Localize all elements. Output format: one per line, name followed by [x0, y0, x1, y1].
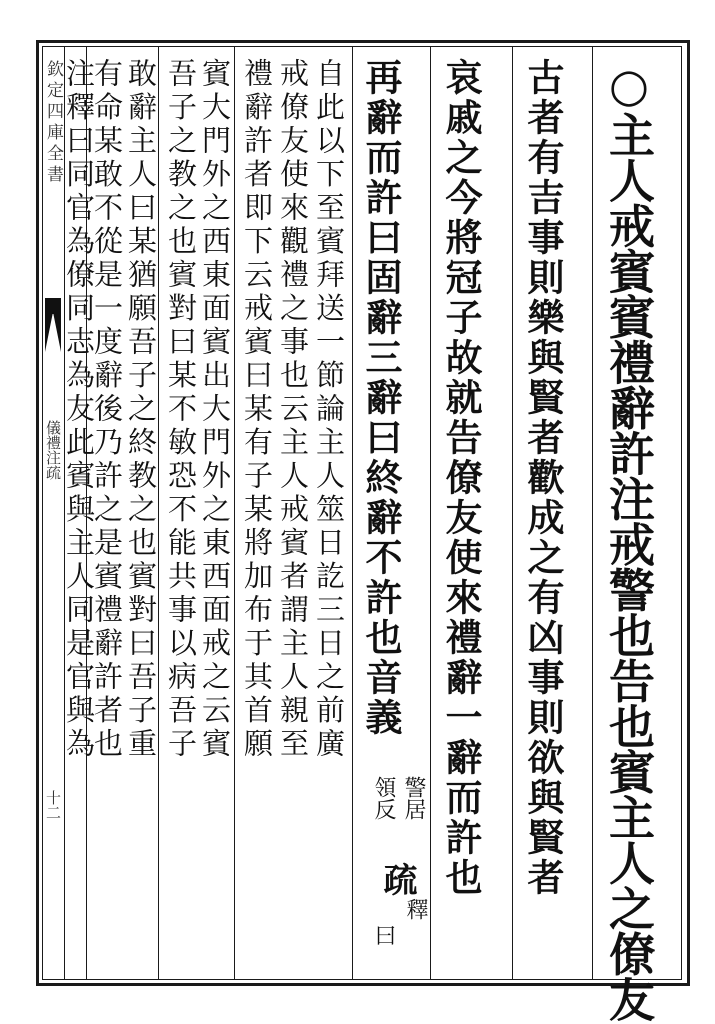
shu-note-right: 釋 — [403, 898, 428, 920]
margin-collection-title: 欽定四庫全書 — [43, 60, 63, 186]
sub-commentary-column-3: 禮辭許者即下云戒賓曰某有子某將加布于其首願 — [240, 58, 274, 762]
inline-note-right: 警居 — [401, 776, 426, 820]
sub-commentary-column-5: 吾子之教之也賓對曰某不敏恐不能共事以病吾子 — [164, 58, 198, 762]
margin-page-number: 十二 — [44, 790, 62, 820]
sub-commentary-column-8: 注釋曰同官為僚同志為友此賓與主人同是官與為 — [62, 58, 96, 762]
main-text-column-1: ○主人戒賓賓禮辭許注戒警也告也賓主人之僚友 — [602, 58, 656, 1022]
column-rule — [430, 46, 431, 980]
shu-marker: 疏 — [377, 862, 417, 899]
column-rule — [234, 46, 235, 980]
fish-tail-icon — [45, 312, 61, 352]
shu-note-left: 曰 — [371, 924, 396, 946]
sub-commentary-column-2: 戒僚友使來觀禮之事也云主人戒賓者謂主人親至 — [276, 58, 310, 762]
sub-commentary-column-1: 自此以下至賓拜送一節論主人筮日訖三日之前廣 — [312, 58, 346, 762]
commentary-column-4: 再辭而許曰固辭三辭曰終辭不許也音義 — [359, 58, 403, 738]
margin-book-title: 儀禮注疏 — [44, 420, 62, 480]
sub-commentary-column-7: 有命某敢不從是一度辭後乃許之是賓禮辭許者也 — [90, 58, 124, 762]
commentary-column-2: 古者有吉事則樂與賢者歡成之有凶事則欲與賢者 — [521, 58, 565, 898]
commentary-column-3: 哀戚之今將冠子故就告僚友使來禮辭一辭而許也 — [439, 58, 483, 898]
column-rule — [158, 46, 159, 980]
sub-commentary-column-4: 賓大門外之西東面賓出大門外之東西面戒之云賓 — [198, 58, 232, 762]
column-rule — [352, 46, 353, 980]
column-rule — [512, 46, 513, 980]
sub-commentary-column-6: 敢辭主人曰某猶願吾子之終教之也賓對曰吾子重 — [124, 58, 158, 762]
column-rule — [592, 46, 593, 980]
inline-note-left: 領反 — [371, 776, 396, 820]
